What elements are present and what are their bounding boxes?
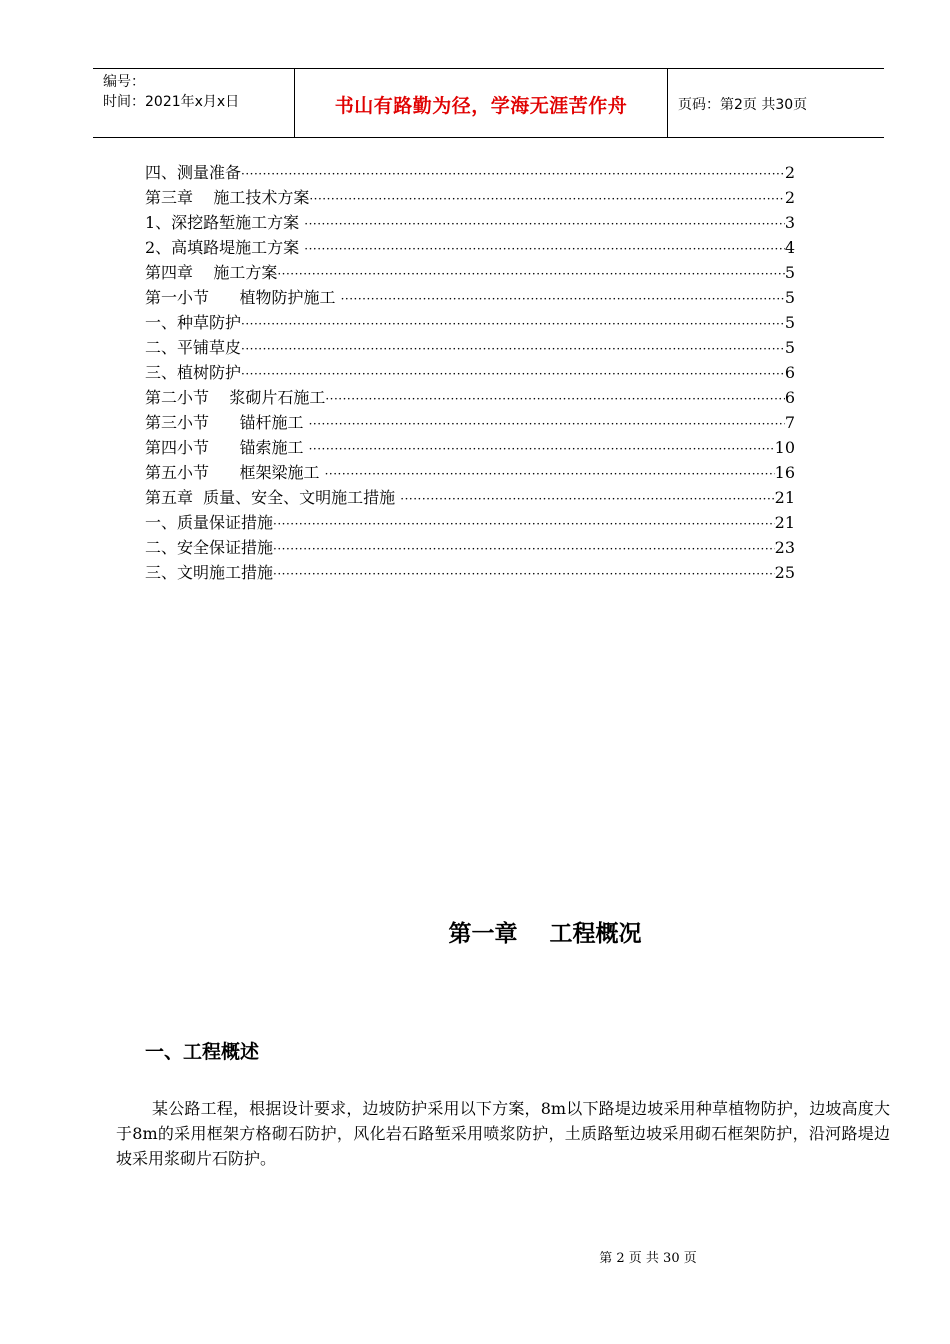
toc-entry-page: 23	[774, 538, 795, 557]
toc-entry[interactable]	[145, 160, 795, 185]
page-footer: 第 2 页 共 30 页	[599, 1251, 697, 1266]
toc-entry-page: 2	[784, 188, 795, 207]
toc-entry-label: 第四小节 锚索施工	[145, 438, 309, 457]
table-of-contents	[145, 160, 795, 585]
toc-leader-dots	[309, 437, 775, 462]
toc-leader-dots	[241, 162, 785, 187]
toc-entry[interactable]	[145, 285, 795, 310]
motto-text: 书山有路勤为径，学海无涯苦作舟	[334, 95, 628, 117]
toc-entry-label: 二、安全保证措施	[145, 538, 274, 557]
toc-entry[interactable]	[145, 310, 795, 335]
toc-entry-label: 第三小节 锚杆施工	[145, 413, 309, 432]
toc-leader-dots	[400, 487, 774, 512]
toc-entry[interactable]	[145, 335, 795, 360]
toc-entry-label: 二、平铺草皮	[145, 338, 242, 357]
toc-entry[interactable]	[145, 385, 795, 410]
toc-entry-page: 7	[784, 413, 795, 432]
toc-entry-page: 2	[784, 163, 795, 182]
toc-entry-page: 21	[774, 513, 795, 532]
toc-entry-label: 三、植树防护	[145, 363, 242, 382]
toc-leader-dots	[273, 512, 775, 537]
toc-entry[interactable]	[145, 235, 795, 260]
toc-entry-page: 5	[784, 338, 795, 357]
toc-entry-label: 第三章 施工技术方案	[145, 188, 310, 207]
header-middle-cell	[295, 69, 668, 137]
toc-entry-page: 25	[774, 563, 795, 582]
toc-entry[interactable]	[145, 460, 795, 485]
body-paragraph: 某公路工程，根据设计要求，边坡防护采用以下方案，8m以下路堤边坡采用种草植物防护，边坡高度大于8m的采用框架方格砌石防护，风化岩石路堑采用喷浆防护，土质路堑边坡采用砌石框架防护，沿河路堤边坡采用浆砌片石防护。	[116, 1099, 890, 1168]
toc-entry-label: 一、种草防护	[145, 313, 242, 332]
toc-entry[interactable]	[145, 535, 795, 560]
toc-entry[interactable]	[145, 210, 795, 235]
toc-leader-dots	[241, 362, 785, 387]
serial-label: 编号：	[103, 74, 145, 90]
toc-leader-dots	[325, 462, 775, 487]
toc-entry-label: 四、测量准备	[145, 163, 242, 182]
toc-entry[interactable]	[145, 410, 795, 435]
toc-entry[interactable]	[145, 485, 795, 510]
toc-entry-page: 5	[784, 263, 795, 282]
toc-leader-dots	[309, 412, 785, 437]
toc-entry-page: 5	[784, 288, 795, 307]
toc-entry-label: 三、文明施工措施	[145, 563, 274, 582]
toc-entry-label: 第一小节 植物防护施工	[145, 288, 341, 307]
header-left-cell	[93, 69, 295, 137]
toc-entry-page: 3	[784, 213, 795, 232]
toc-leader-dots	[273, 562, 775, 587]
toc-entry-label: 1、深挖路堑施工方案	[145, 213, 305, 232]
toc-entry-page: 21	[774, 488, 795, 507]
toc-entry-label: 一、质量保证措施	[145, 513, 274, 532]
toc-entry-label: 第五小节 框架梁施工	[145, 463, 325, 482]
toc-leader-dots	[325, 387, 784, 412]
toc-entry[interactable]	[145, 435, 795, 460]
toc-leader-dots	[341, 287, 785, 312]
toc-entry-page: 4	[784, 238, 795, 257]
toc-entry-page: 6	[784, 388, 795, 407]
toc-entry[interactable]	[145, 185, 795, 210]
toc-leader-dots	[241, 337, 785, 362]
toc-entry-label: 2、高填路堤施工方案	[145, 238, 305, 257]
section-title: 一、工程概述	[145, 1041, 260, 1063]
toc-entry[interactable]	[145, 260, 795, 285]
toc-entry-label: 第四章 施工方案	[145, 263, 278, 282]
toc-leader-dots	[304, 212, 785, 237]
toc-entry-page: 16	[774, 463, 795, 482]
toc-leader-dots	[304, 237, 785, 262]
toc-entry-page: 5	[784, 313, 795, 332]
toc-leader-dots	[273, 537, 775, 562]
toc-entry-page: 10	[774, 438, 795, 457]
header-table	[93, 68, 884, 138]
toc-leader-dots	[241, 312, 785, 337]
toc-entry[interactable]	[145, 560, 795, 585]
toc-entry-page: 6	[784, 363, 795, 382]
time-label: 时间：2021年x月x日	[103, 94, 240, 110]
header-right-cell	[668, 69, 884, 137]
toc-entry[interactable]	[145, 510, 795, 535]
toc-entry[interactable]	[145, 360, 795, 385]
toc-entry-label: 第二小节 浆砌片石施工	[145, 388, 326, 407]
toc-entry-label: 第五章 质量、安全、文明施工措施	[145, 488, 401, 507]
page-info: 页码：第2页 共30页	[678, 97, 808, 113]
toc-leader-dots	[277, 262, 784, 287]
chapter-title: 第一章 工程概况	[448, 921, 642, 947]
toc-leader-dots	[309, 187, 784, 212]
